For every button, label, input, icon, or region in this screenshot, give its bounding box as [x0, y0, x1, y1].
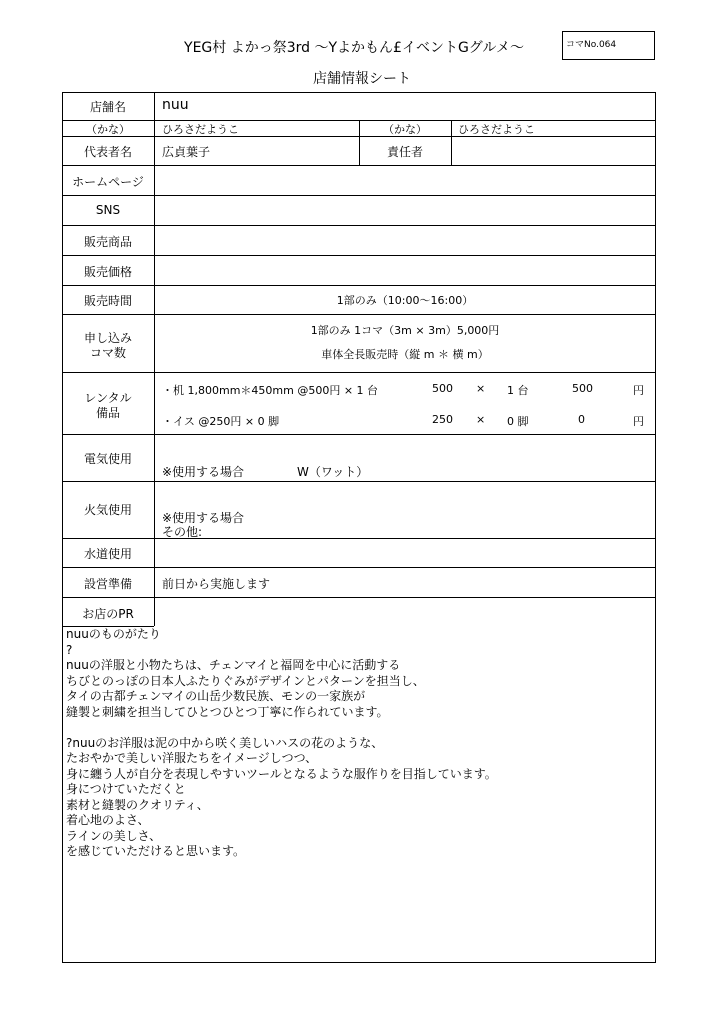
shop-pr-text	[66, 627, 646, 860]
row-divider	[62, 314, 656, 315]
pr-line: ラインの美しさ、	[66, 828, 162, 843]
fire-other: その他:	[162, 525, 203, 539]
rental-desk-unit: 500	[432, 382, 453, 395]
electric-watt-unit: W（ワット）	[297, 465, 369, 479]
fire-label: 火気使用	[83, 503, 132, 517]
row-divider	[62, 481, 656, 482]
rental-chair-yen: 円	[633, 415, 644, 428]
sns-label: SNS	[95, 203, 121, 217]
shop-name-label: 店舗名	[89, 100, 126, 114]
representative-label: 代表者名	[83, 145, 132, 159]
row-divider	[62, 165, 656, 166]
row-divider	[62, 285, 656, 286]
row-divider	[62, 538, 656, 539]
rental-label-1: レンタル	[84, 391, 132, 405]
row-divider	[62, 372, 656, 373]
homepage-label: ホームページ	[72, 175, 144, 189]
pr-line: 縫製と刺繍を担当してひとつひとつ丁寧に作られています。	[66, 704, 389, 719]
pr-line: ちびとのっぽの日本人ふたりぐみがデザインとパターンを担当し、	[66, 673, 425, 688]
representative-kana: ひろさだようこ	[162, 123, 239, 136]
application-booth-line: 1部のみ 1コマ（3m × 3m）5,000円	[310, 324, 500, 337]
pr-line: たおやかで美しい洋服たちをイメージしつつ、	[66, 751, 318, 765]
shop-pr-label: お店のPR	[82, 607, 134, 621]
rental-item-desk: ・机 1,800mm＊450mm @500円 × 1 台	[162, 384, 379, 397]
row-divider	[62, 225, 656, 226]
pr-line	[66, 720, 646, 736]
fire-note: ※使用する場合	[162, 511, 245, 525]
setup-value: 前日から実施します	[162, 577, 271, 591]
rental-chair-qty: 0 脚	[507, 415, 529, 428]
pr-line: を感じていただけると思います。	[66, 844, 246, 858]
pr-line: 着心地のよさ、	[66, 813, 150, 827]
setup-label: 設営準備	[83, 577, 132, 591]
pr-line: ?	[66, 642, 73, 657]
products-label: 販売商品	[83, 235, 132, 249]
pr-line: 身に纏う人が自分を表現しやすいツールとなるような服作りを目指しています。	[66, 766, 497, 781]
pr-line: 素材と縫製のクオリティ、	[66, 797, 209, 812]
row-divider	[62, 195, 656, 196]
price-label: 販売価格	[83, 265, 132, 279]
application-vehicle-line: 車体全長販売時（縦 m ＊ 横 m）	[321, 348, 489, 361]
pr-line: ?nuuのお洋服は泥の中から咲く美しいハスの花のような、	[66, 735, 384, 750]
rental-chair-unit: 250	[432, 413, 453, 426]
representative-value: 広貞葉子	[162, 145, 211, 159]
application-label-1: 申し込み	[83, 331, 132, 345]
sheet-subtitle: 店舗情報シート	[313, 71, 411, 87]
rental-desk-times: ×	[476, 382, 486, 395]
rental-desk-qty: 1 台	[507, 384, 529, 397]
sales-time-label: 販売時間	[83, 294, 132, 308]
rental-label-2: 備品	[95, 406, 120, 420]
responsible-label: 責任者	[386, 145, 423, 159]
water-label: 水道使用	[83, 547, 132, 561]
column-divider	[451, 120, 452, 165]
rental-chair-total: 0	[578, 413, 585, 426]
pr-line: タイの古都チェンマイの山岳少数民族、モンの一家族が	[66, 689, 366, 703]
rental-item-chair: ・イス @250円 × 0 脚	[162, 415, 280, 428]
pr-line: nuuの洋服と小物たちは、チェンマイと福岡を中心に活動する	[66, 658, 401, 672]
responsible-kana: ひろさだようこ	[458, 123, 535, 136]
electric-note: ※使用する場合	[162, 465, 245, 479]
pr-line: nuuのものがたり	[66, 627, 161, 641]
kana-label: （かな）	[86, 123, 130, 136]
responsible-kana-label: （かな）	[383, 123, 427, 136]
rental-desk-yen: 円	[633, 384, 644, 397]
pr-line: 身につけていただくと	[66, 782, 186, 796]
sales-time-value: 1部のみ（10:00〜16:00）	[336, 294, 474, 307]
shop-name-value: nuu	[162, 97, 189, 113]
rental-desk-total: 500	[572, 382, 593, 395]
row-divider	[62, 255, 656, 256]
rental-chair-times: ×	[476, 413, 486, 426]
application-label-2: コマ数	[89, 346, 126, 360]
electric-label: 電気使用	[83, 452, 132, 466]
row-divider	[62, 567, 656, 568]
document-title: YEG村 よかっ祭3rd 〜Yよかもん£イベントGグルメ〜	[184, 40, 524, 56]
row-divider	[62, 597, 656, 598]
row-divider	[62, 434, 656, 435]
booth-number-box: コマNo.064	[562, 31, 655, 60]
